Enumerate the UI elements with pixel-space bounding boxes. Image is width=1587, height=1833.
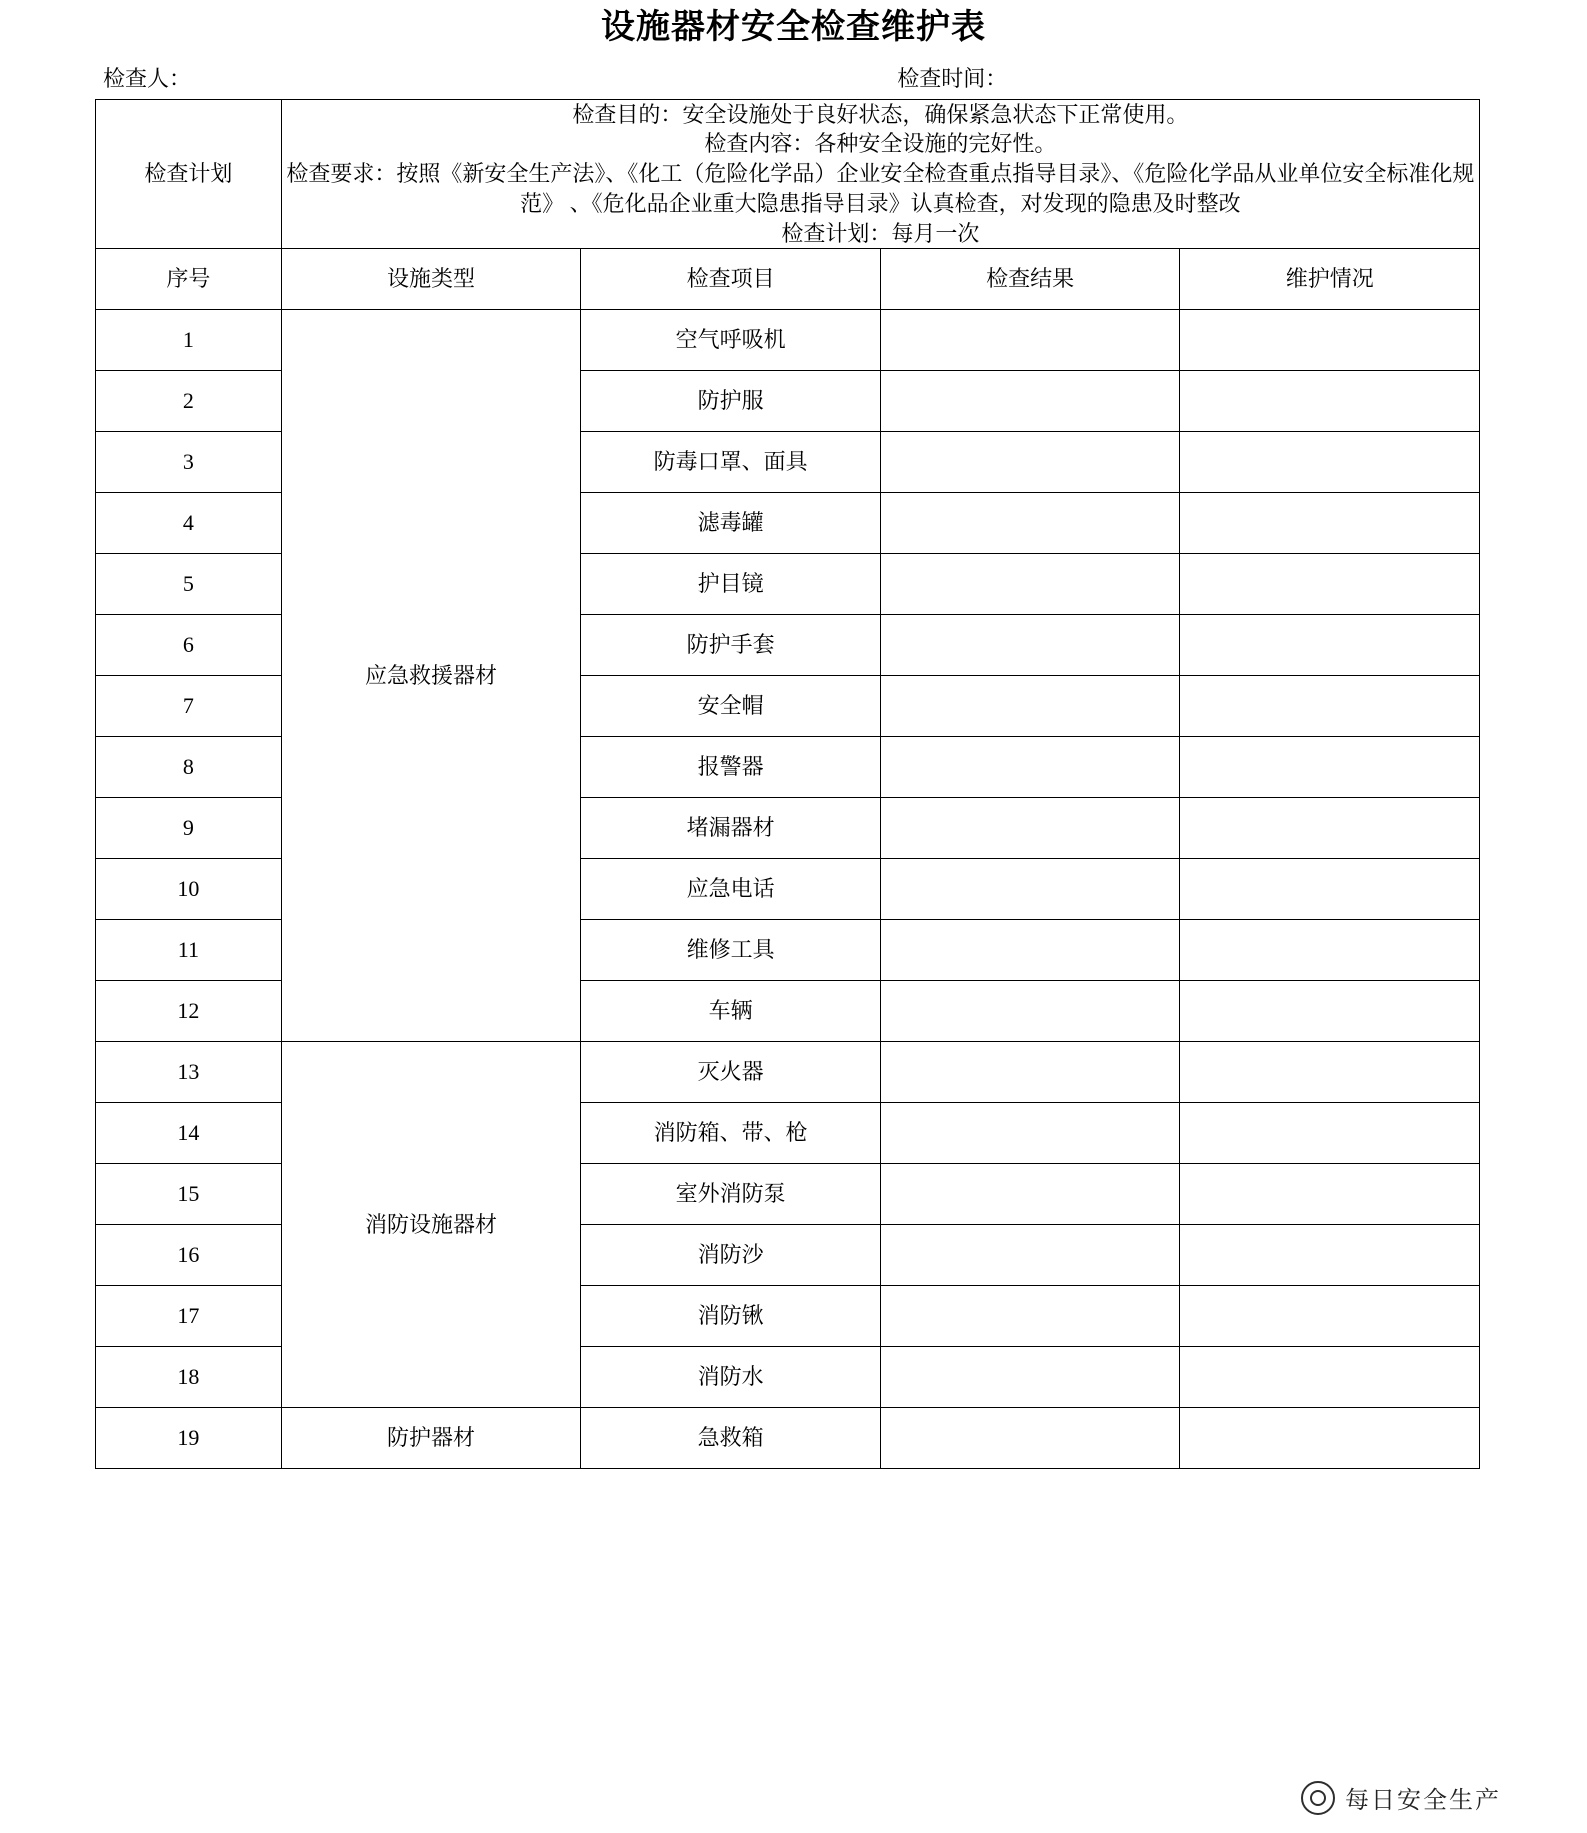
cell-no: 15 — [96, 1164, 282, 1225]
cell-result[interactable] — [880, 859, 1180, 920]
inspector-label: 检查人： — [103, 65, 192, 91]
cell-maintenance[interactable] — [1180, 981, 1480, 1042]
plan-body — [281, 99, 1479, 248]
cell-item: 防护手套 — [581, 615, 881, 676]
watermark-text: 每日安全生产 — [1345, 1788, 1501, 1814]
cell-no: 16 — [96, 1225, 282, 1286]
cell-no: 14 — [96, 1103, 282, 1164]
table-row — [96, 1042, 1480, 1103]
cell-no: 9 — [96, 798, 282, 859]
cell-item: 急救箱 — [581, 1408, 881, 1469]
plan-line-purpose: 检查目的：安全设施处于良好状态，确保紧急状态下正常使用。 — [572, 101, 1189, 127]
cell-result[interactable] — [880, 1286, 1180, 1347]
table-row — [96, 310, 1480, 371]
cell-item: 防护服 — [581, 371, 881, 432]
cell-maintenance[interactable] — [1180, 1408, 1480, 1469]
cell-result[interactable] — [880, 798, 1180, 859]
header-no: 序号 — [96, 249, 282, 310]
cell-maintenance[interactable] — [1180, 1225, 1480, 1286]
cell-no: 8 — [96, 737, 282, 798]
cell-item: 消防箱、带、枪 — [581, 1103, 881, 1164]
cell-result[interactable] — [880, 1042, 1180, 1103]
cell-item: 室外消防泵 — [581, 1164, 881, 1225]
cell-no: 13 — [96, 1042, 282, 1103]
cell-result[interactable] — [880, 432, 1180, 493]
cell-maintenance[interactable] — [1180, 1042, 1480, 1103]
cell-maintenance[interactable] — [1180, 432, 1480, 493]
header-result: 检查结果 — [880, 249, 1180, 310]
cell-maintenance[interactable] — [1180, 493, 1480, 554]
cell-result[interactable] — [880, 371, 1180, 432]
watermark — [1301, 1780, 1501, 1815]
cell-result[interactable] — [880, 920, 1180, 981]
header-type: 设施类型 — [281, 249, 581, 310]
cell-maintenance[interactable] — [1180, 1347, 1480, 1408]
cell-item: 应急电话 — [581, 859, 881, 920]
cell-no: 6 — [96, 615, 282, 676]
cell-result[interactable] — [880, 1408, 1180, 1469]
cell-item: 消防沙 — [581, 1225, 881, 1286]
cell-result[interactable] — [880, 1103, 1180, 1164]
cell-maintenance[interactable] — [1180, 1286, 1480, 1347]
cell-maintenance[interactable] — [1180, 615, 1480, 676]
plan-row — [96, 99, 1480, 248]
cell-result[interactable] — [880, 1164, 1180, 1225]
plan-label: 检查计划 — [96, 99, 282, 248]
cell-type: 应急救援器材 — [281, 310, 581, 1042]
cell-item: 消防锹 — [581, 1286, 881, 1347]
cell-type: 消防设施器材 — [281, 1042, 581, 1408]
cell-no: 4 — [96, 493, 282, 554]
plan-line-content: 检查内容：各种安全设施的完好性。 — [704, 131, 1057, 157]
cell-item: 报警器 — [581, 737, 881, 798]
plan-line-frequency: 检查计划：每月一次 — [781, 220, 980, 246]
page-title: 设施器材安全检查维护表 — [601, 9, 986, 46]
cell-no: 19 — [96, 1408, 282, 1469]
cell-maintenance[interactable] — [1180, 676, 1480, 737]
cell-maintenance[interactable] — [1180, 798, 1480, 859]
cell-maintenance[interactable] — [1180, 859, 1480, 920]
cell-maintenance[interactable] — [1180, 920, 1480, 981]
cell-no: 2 — [96, 371, 282, 432]
table-header-row — [96, 249, 1480, 310]
cell-no: 18 — [96, 1347, 282, 1408]
cell-no: 5 — [96, 554, 282, 615]
cell-result[interactable] — [880, 981, 1180, 1042]
cell-maintenance[interactable] — [1180, 1164, 1480, 1225]
cell-result[interactable] — [880, 1347, 1180, 1408]
cell-maintenance[interactable] — [1180, 310, 1480, 371]
cell-result[interactable] — [880, 554, 1180, 615]
cell-no: 12 — [96, 981, 282, 1042]
wechat-logo-icon — [1301, 1781, 1335, 1815]
cell-no: 3 — [96, 432, 282, 493]
cell-item: 滤毒罐 — [581, 493, 881, 554]
cell-item: 灭火器 — [581, 1042, 881, 1103]
cell-no: 17 — [96, 1286, 282, 1347]
cell-item: 堵漏器材 — [581, 798, 881, 859]
cell-maintenance[interactable] — [1180, 554, 1480, 615]
header-maintenance: 维护情况 — [1180, 249, 1480, 310]
cell-item: 护目镜 — [581, 554, 881, 615]
cell-result[interactable] — [880, 737, 1180, 798]
cell-item: 维修工具 — [581, 920, 881, 981]
cell-no: 1 — [96, 310, 282, 371]
cell-result[interactable] — [880, 615, 1180, 676]
cell-maintenance[interactable] — [1180, 1103, 1480, 1164]
cell-item: 消防水 — [581, 1347, 881, 1408]
plan-line-requirement: 检查要求：按照《新安全生产法》、《化工（危险化学品）企业安全检查重点指导目录》、《危险化学品从业单位安全标准化规范》 、《危化品企业重大隐患指导目录》认真检查，对发现的隐患及时整改 — [286, 161, 1475, 216]
cell-result[interactable] — [880, 676, 1180, 737]
inspection-time-label: 检查时间： — [897, 65, 1008, 91]
cell-result[interactable] — [880, 493, 1180, 554]
cell-no: 7 — [96, 676, 282, 737]
meta-row — [95, 63, 1492, 99]
cell-result[interactable] — [880, 1225, 1180, 1286]
table-row — [96, 1408, 1480, 1469]
cell-no: 10 — [96, 859, 282, 920]
inspection-table — [95, 99, 1480, 1469]
cell-item: 空气呼吸机 — [581, 310, 881, 371]
table-body — [96, 99, 1480, 1468]
cell-item: 车辆 — [581, 981, 881, 1042]
cell-result[interactable] — [880, 310, 1180, 371]
cell-maintenance[interactable] — [1180, 737, 1480, 798]
cell-type: 防护器材 — [281, 1408, 581, 1469]
cell-item: 防毒口罩、面具 — [581, 432, 881, 493]
cell-no: 11 — [96, 920, 282, 981]
cell-item: 安全帽 — [581, 676, 881, 737]
header-item: 检查项目 — [581, 249, 881, 310]
cell-maintenance[interactable] — [1180, 371, 1480, 432]
